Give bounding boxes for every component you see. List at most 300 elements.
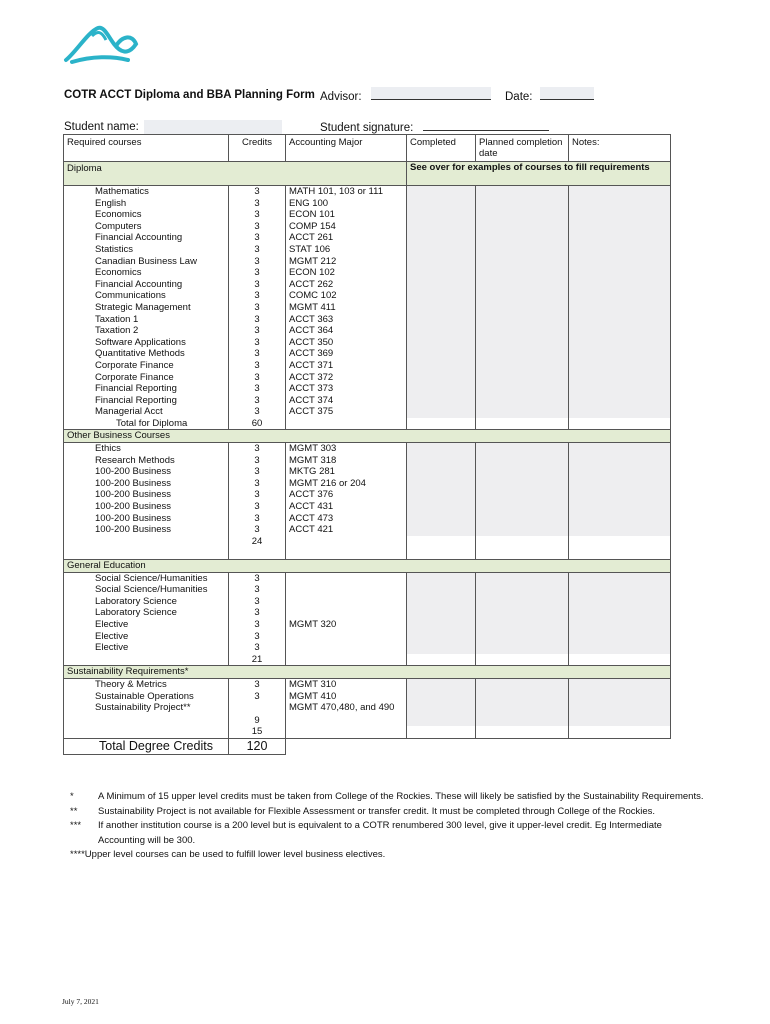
- completed-cell[interactable]: [407, 607, 476, 619]
- completed-cell[interactable]: [407, 395, 476, 407]
- table-row: [64, 406, 671, 418]
- planned-date-cell[interactable]: [476, 372, 569, 384]
- table-row: [64, 279, 671, 291]
- planned-date-cell[interactable]: [476, 501, 569, 513]
- footer-date: July 7, 2021: [62, 997, 99, 1006]
- course-credits: 3: [229, 478, 286, 490]
- completed-cell[interactable]: [407, 314, 476, 326]
- table-row: [64, 372, 671, 384]
- planned-date-cell[interactable]: [476, 524, 569, 536]
- col-notes: Notes:: [569, 135, 671, 162]
- course-credits: 3: [229, 302, 286, 314]
- table-row: [64, 478, 671, 490]
- notes-cell[interactable]: [569, 186, 671, 198]
- completed-cell[interactable]: [407, 302, 476, 314]
- total-degree-credits: 120: [229, 738, 286, 754]
- notes-cell[interactable]: [569, 631, 671, 643]
- notes-cell[interactable]: [569, 221, 671, 233]
- table-row: [64, 395, 671, 407]
- notes-cell[interactable]: [569, 596, 671, 608]
- table-row: [64, 678, 671, 690]
- course-name: 100-200 Business: [64, 524, 229, 536]
- completed-cell[interactable]: [407, 337, 476, 349]
- planned-date-cell[interactable]: [476, 607, 569, 619]
- planned-date-cell[interactable]: [476, 383, 569, 395]
- planned-date-cell[interactable]: [476, 489, 569, 501]
- completed-cell[interactable]: [407, 702, 476, 726]
- course-major: MGMT 470,480, and 490: [286, 702, 407, 726]
- table-row: [64, 691, 671, 703]
- completed-cell[interactable]: [407, 279, 476, 291]
- notes-cell[interactable]: [569, 279, 671, 291]
- notes-cell[interactable]: [569, 290, 671, 302]
- planned-date-cell[interactable]: [476, 360, 569, 372]
- course-credits: 3: [229, 584, 286, 596]
- planned-date-cell[interactable]: [476, 619, 569, 631]
- course-name: Elective: [64, 619, 229, 631]
- course-credits: 3: [229, 678, 286, 690]
- student-name-field[interactable]: [64, 120, 282, 134]
- completed-cell[interactable]: [407, 596, 476, 608]
- planned-date-cell[interactable]: [476, 631, 569, 643]
- course-major: ACCT 431: [286, 501, 407, 513]
- footnotes: [70, 790, 710, 863]
- table-row: [64, 383, 671, 395]
- completed-cell[interactable]: [407, 256, 476, 268]
- completed-cell[interactable]: [407, 501, 476, 513]
- course-major: MGMT 318: [286, 455, 407, 467]
- course-credits: 3: [229, 360, 286, 372]
- course-credits: 3: [229, 314, 286, 326]
- course-credits: 3: [229, 466, 286, 478]
- notes-cell[interactable]: [569, 513, 671, 525]
- course-major: ACCT 374: [286, 395, 407, 407]
- table-row: [64, 489, 671, 501]
- completed-cell[interactable]: [407, 198, 476, 210]
- completed-cell[interactable]: [407, 478, 476, 490]
- table-row: [64, 314, 671, 326]
- section-label: Other Business Courses: [64, 430, 671, 443]
- completed-cell[interactable]: [407, 619, 476, 631]
- notes-cell[interactable]: [569, 302, 671, 314]
- planned-date-cell[interactable]: [476, 478, 569, 490]
- course-major: MKTG 281: [286, 466, 407, 478]
- diploma-total: 60: [229, 418, 286, 430]
- table-row: [64, 501, 671, 513]
- course-major: ECON 101: [286, 209, 407, 221]
- notes-cell[interactable]: [569, 584, 671, 596]
- table-row: [64, 290, 671, 302]
- section-label: Diploma: [64, 162, 407, 186]
- notes-cell[interactable]: [569, 383, 671, 395]
- completed-cell[interactable]: [407, 443, 476, 455]
- course-name: Taxation 2: [64, 325, 229, 337]
- course-credits: 3: [229, 607, 286, 619]
- course-credits: 3: [229, 619, 286, 631]
- planned-date-cell[interactable]: [476, 596, 569, 608]
- notes-cell[interactable]: [569, 572, 671, 584]
- general-education-rows: [64, 572, 671, 654]
- planned-date-cell[interactable]: [476, 267, 569, 279]
- completed-cell[interactable]: [407, 455, 476, 467]
- planned-date-cell[interactable]: [476, 198, 569, 210]
- gen-total-row: [64, 654, 671, 666]
- diploma-total-row: [64, 418, 671, 430]
- planned-date-cell[interactable]: [476, 325, 569, 337]
- general-education-total: 21: [229, 654, 286, 666]
- planned-date-cell[interactable]: [476, 443, 569, 455]
- course-credits: 3: [229, 524, 286, 536]
- planned-date-cell[interactable]: [476, 256, 569, 268]
- course-credits: 3: [229, 455, 286, 467]
- total-degree-label: Total Degree Credits: [64, 738, 229, 754]
- table-row: [64, 596, 671, 608]
- notes-cell[interactable]: [569, 348, 671, 360]
- notes-cell[interactable]: [569, 489, 671, 501]
- notes-cell[interactable]: [569, 267, 671, 279]
- course-credits: 3: [229, 267, 286, 279]
- col-required-courses: Required courses: [64, 135, 229, 162]
- course-credits: 3: [229, 290, 286, 302]
- other-business-rows: [64, 443, 671, 536]
- course-credits: 3: [229, 337, 286, 349]
- course-name: 100-200 Business: [64, 489, 229, 501]
- table-row: [64, 337, 671, 349]
- notes-cell[interactable]: [569, 372, 671, 384]
- student-signature-field[interactable]: [320, 120, 549, 134]
- course-name: Sustainable Operations: [64, 691, 229, 703]
- planned-date-cell[interactable]: [476, 221, 569, 233]
- diploma-note: See over for examples of courses to fill requirements: [407, 162, 671, 186]
- course-name: Taxation 1: [64, 314, 229, 326]
- planned-date-cell[interactable]: [476, 572, 569, 584]
- col-accounting-major: Accounting Major: [286, 135, 407, 162]
- table-row: [64, 244, 671, 256]
- spacer-row: [64, 547, 671, 559]
- course-major: ENG 100: [286, 198, 407, 210]
- completed-cell[interactable]: [407, 489, 476, 501]
- completed-cell[interactable]: [407, 209, 476, 221]
- notes-cell[interactable]: [569, 702, 671, 726]
- table-row: [64, 466, 671, 478]
- planned-date-cell[interactable]: [476, 678, 569, 690]
- sustainability-project-row: [64, 702, 671, 726]
- course-credits: 3: [229, 198, 286, 210]
- planned-date-cell[interactable]: [476, 691, 569, 703]
- notes-cell[interactable]: [569, 232, 671, 244]
- notes-cell[interactable]: [569, 256, 671, 268]
- course-major: ACCT 363: [286, 314, 407, 326]
- footnote-2: ** Sustainability Project is not available for Flexible Assessment or transfer credit. It must be completed through College of the Rockies.: [70, 805, 656, 817]
- notes-cell[interactable]: [569, 443, 671, 455]
- course-major: MGMT 310: [286, 678, 407, 690]
- table-row: [64, 513, 671, 525]
- planned-date-cell[interactable]: [476, 279, 569, 291]
- course-major: COMC 102: [286, 290, 407, 302]
- course-name: Elective: [64, 631, 229, 643]
- completed-cell[interactable]: [407, 678, 476, 690]
- table-row: [64, 360, 671, 372]
- completed-cell[interactable]: [407, 244, 476, 256]
- notes-cell[interactable]: [569, 406, 671, 418]
- table-row: [64, 642, 671, 654]
- course-name: Research Methods: [64, 455, 229, 467]
- course-name: Financial Accounting: [64, 232, 229, 244]
- col-completed: Completed: [407, 135, 476, 162]
- notes-cell[interactable]: [569, 619, 671, 631]
- table-row: [64, 524, 671, 536]
- course-major: [286, 572, 407, 584]
- completed-cell[interactable]: [407, 348, 476, 360]
- course-major: COMP 154: [286, 221, 407, 233]
- course-name: 100-200 Business: [64, 466, 229, 478]
- other-business-total: 24: [229, 536, 286, 548]
- course-name: Corporate Finance: [64, 360, 229, 372]
- planning-table: [63, 134, 671, 755]
- diploma-total-label: Total for Diploma: [64, 418, 229, 430]
- course-major: MGMT 411: [286, 302, 407, 314]
- student-signature-line[interactable]: [423, 120, 549, 131]
- planned-date-cell[interactable]: [476, 455, 569, 467]
- completed-cell[interactable]: [407, 325, 476, 337]
- planned-date-cell[interactable]: [476, 466, 569, 478]
- date-field[interactable]: [505, 89, 594, 103]
- course-credits: 3: [229, 348, 286, 360]
- course-name: Financial Reporting: [64, 395, 229, 407]
- course-credits: 3: [229, 489, 286, 501]
- course-major: MGMT 410: [286, 691, 407, 703]
- planned-date-cell[interactable]: [476, 232, 569, 244]
- course-name: Social Science/Humanities: [64, 572, 229, 584]
- advisor-label: Advisor:: [320, 91, 362, 103]
- course-credits: 3: [229, 443, 286, 455]
- table-row: [64, 572, 671, 584]
- notes-cell[interactable]: [569, 244, 671, 256]
- table-row: [64, 267, 671, 279]
- course-major: ACCT 350: [286, 337, 407, 349]
- course-major: [286, 642, 407, 654]
- table-row: [64, 325, 671, 337]
- course-major: STAT 106: [286, 244, 407, 256]
- date-line[interactable]: [540, 89, 594, 100]
- notes-cell[interactable]: [569, 337, 671, 349]
- notes-cell[interactable]: [569, 678, 671, 690]
- course-credits: 3: [229, 501, 286, 513]
- course-major: ACCT 375: [286, 406, 407, 418]
- notes-cell[interactable]: [569, 524, 671, 536]
- other-total-row: [64, 536, 671, 548]
- completed-cell[interactable]: [407, 372, 476, 384]
- course-major: ACCT 371: [286, 360, 407, 372]
- completed-cell[interactable]: [407, 360, 476, 372]
- completed-cell[interactable]: [407, 186, 476, 198]
- table-row: [64, 348, 671, 360]
- completed-cell[interactable]: [407, 406, 476, 418]
- course-name: 100-200 Business: [64, 478, 229, 490]
- advisor-line[interactable]: [371, 89, 491, 100]
- completed-cell[interactable]: [407, 631, 476, 643]
- course-major: ACCT 421: [286, 524, 407, 536]
- completed-cell[interactable]: [407, 572, 476, 584]
- total-degree-row: [64, 738, 671, 754]
- notes-cell[interactable]: [569, 691, 671, 703]
- completed-cell[interactable]: [407, 466, 476, 478]
- course-major: ACCT 261: [286, 232, 407, 244]
- student-name-input[interactable]: [144, 120, 282, 134]
- planned-date-cell[interactable]: [476, 290, 569, 302]
- course-name: Strategic Management: [64, 302, 229, 314]
- table-row: [64, 209, 671, 221]
- course-credits: 3: [229, 406, 286, 418]
- section-label: General Education: [64, 560, 671, 573]
- planned-date-cell[interactable]: [476, 209, 569, 221]
- course-major: MATH 101, 103 or 111: [286, 186, 407, 198]
- course-name: English: [64, 198, 229, 210]
- course-major: ACCT 473: [286, 513, 407, 525]
- completed-cell[interactable]: [407, 642, 476, 654]
- course-credits: 3: [229, 513, 286, 525]
- planned-date-cell[interactable]: [476, 302, 569, 314]
- course-major: MGMT 212: [286, 256, 407, 268]
- course-name: 100-200 Business: [64, 501, 229, 513]
- course-name: Elective: [64, 642, 229, 654]
- table-row: [64, 607, 671, 619]
- course-major: ECON 102: [286, 267, 407, 279]
- course-major: ACCT 364: [286, 325, 407, 337]
- course-credits: 3: [229, 221, 286, 233]
- date-label: Date:: [505, 91, 533, 103]
- planned-date-cell[interactable]: [476, 406, 569, 418]
- notes-cell[interactable]: [569, 607, 671, 619]
- course-credits: 3: [229, 244, 286, 256]
- course-credits: 3: [229, 186, 286, 198]
- course-name: Sustainability Project**: [64, 702, 229, 726]
- course-credits: 3: [229, 383, 286, 395]
- notes-cell[interactable]: [569, 360, 671, 372]
- course-credits: 3: [229, 642, 286, 654]
- course-name: Mathematics: [64, 186, 229, 198]
- notes-cell[interactable]: [569, 209, 671, 221]
- course-credits: 3: [229, 596, 286, 608]
- completed-cell[interactable]: [407, 232, 476, 244]
- student-signature-label: Student signature:: [320, 122, 414, 134]
- course-name: Ethics: [64, 443, 229, 455]
- course-name: Corporate Finance: [64, 372, 229, 384]
- planned-date-cell[interactable]: [476, 513, 569, 525]
- course-major: MGMT 320: [286, 619, 407, 631]
- planned-date-cell[interactable]: [476, 244, 569, 256]
- course-major: [286, 596, 407, 608]
- planned-date-cell[interactable]: [476, 186, 569, 198]
- notes-cell[interactable]: [569, 466, 671, 478]
- notes-cell[interactable]: [569, 325, 671, 337]
- course-name: Managerial Acct: [64, 406, 229, 418]
- planned-date-cell[interactable]: [476, 337, 569, 349]
- planned-date-cell[interactable]: [476, 395, 569, 407]
- course-credits: 3: [229, 372, 286, 384]
- course-credits: 3: [229, 279, 286, 291]
- table-row: [64, 584, 671, 596]
- course-name: Theory & Metrics: [64, 678, 229, 690]
- sustainability-rows: [64, 678, 671, 702]
- table-header-row: [64, 135, 671, 162]
- notes-cell[interactable]: [569, 314, 671, 326]
- course-name: Computers: [64, 221, 229, 233]
- course-name: Economics: [64, 267, 229, 279]
- planned-date-cell[interactable]: [476, 702, 569, 726]
- table-row: [64, 302, 671, 314]
- course-credits: 3: [229, 691, 286, 703]
- course-credits: 3: [229, 572, 286, 584]
- course-name: Canadian Business Law: [64, 256, 229, 268]
- section-header-diploma: [64, 162, 671, 186]
- course-major: ACCT 373: [286, 383, 407, 395]
- course-credits: 3: [229, 256, 286, 268]
- sustainability-total-row: [64, 726, 671, 738]
- course-major: [286, 631, 407, 643]
- planned-date-cell[interactable]: [476, 348, 569, 360]
- table-row: [64, 221, 671, 233]
- completed-cell[interactable]: [407, 524, 476, 536]
- sustainability-total: 15: [229, 726, 286, 738]
- table-row: [64, 443, 671, 455]
- section-header-other-business: [64, 430, 671, 443]
- completed-cell[interactable]: [407, 221, 476, 233]
- course-name: Financial Reporting: [64, 383, 229, 395]
- section-label: Sustainability Requirements*: [64, 666, 671, 679]
- completed-cell[interactable]: [407, 584, 476, 596]
- course-credits: 3: [229, 232, 286, 244]
- form-title: COTR ACCT Diploma and BBA Planning Form: [64, 89, 315, 101]
- advisor-field[interactable]: [320, 89, 491, 103]
- completed-cell[interactable]: [407, 267, 476, 279]
- col-credits: Credits: [229, 135, 286, 162]
- completed-cell[interactable]: [407, 290, 476, 302]
- notes-cell[interactable]: [569, 478, 671, 490]
- course-major: ACCT 262: [286, 279, 407, 291]
- course-name: Laboratory Science: [64, 607, 229, 619]
- course-major: MGMT 216 or 204: [286, 478, 407, 490]
- course-name: Quantitative Methods: [64, 348, 229, 360]
- planned-date-cell[interactable]: [476, 642, 569, 654]
- notes-cell[interactable]: [569, 395, 671, 407]
- notes-cell[interactable]: [569, 455, 671, 467]
- footnote-4: ****Upper level courses can be used to fulfill lower level business electives.: [70, 849, 386, 860]
- course-name: Laboratory Science: [64, 596, 229, 608]
- section-header-sustainability: [64, 666, 671, 679]
- completed-cell[interactable]: [407, 691, 476, 703]
- completed-cell[interactable]: [407, 383, 476, 395]
- completed-cell[interactable]: [407, 513, 476, 525]
- notes-cell[interactable]: [569, 642, 671, 654]
- course-major: ACCT 369: [286, 348, 407, 360]
- planned-date-cell[interactable]: [476, 314, 569, 326]
- table-row: [64, 619, 671, 631]
- course-name: Social Science/Humanities: [64, 584, 229, 596]
- course-name: Financial Accounting: [64, 279, 229, 291]
- notes-cell[interactable]: [569, 501, 671, 513]
- course-name: Statistics: [64, 244, 229, 256]
- table-row: [64, 186, 671, 198]
- table-row: [64, 455, 671, 467]
- planned-date-cell[interactable]: [476, 584, 569, 596]
- notes-cell[interactable]: [569, 198, 671, 210]
- college-logo-icon: [62, 22, 142, 66]
- course-credits: 9: [229, 702, 286, 726]
- course-name: Software Applications: [64, 337, 229, 349]
- diploma-rows: [64, 186, 671, 418]
- section-header-general-education: [64, 560, 671, 573]
